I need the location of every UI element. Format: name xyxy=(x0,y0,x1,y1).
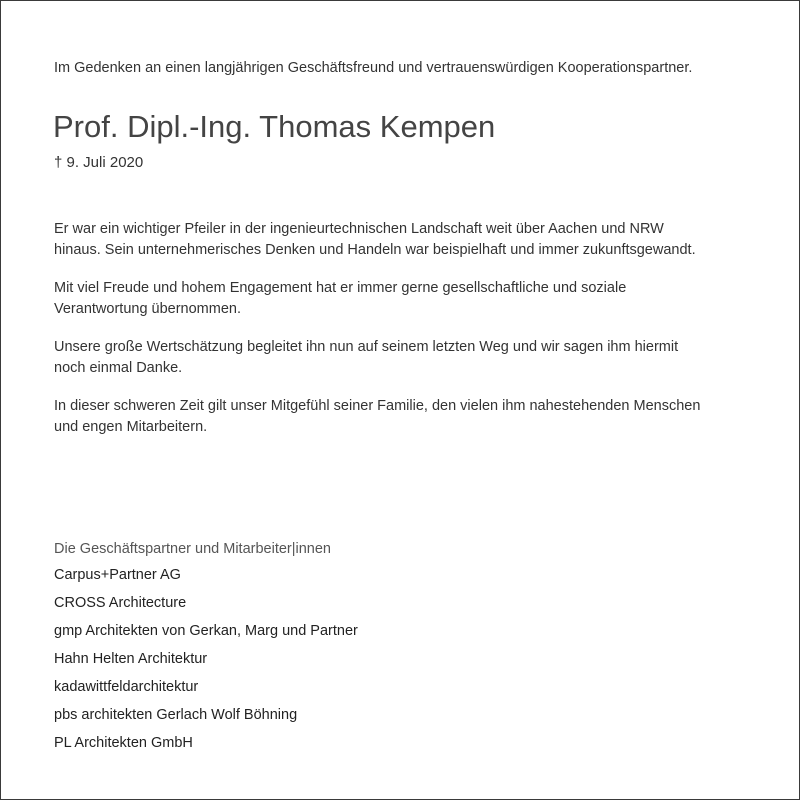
paragraph-line: noch einmal Danke. xyxy=(54,360,183,376)
signers-block xyxy=(54,537,358,757)
signer-name: kadawittfeldarchitektur xyxy=(54,679,199,695)
paragraph-line: Er war ein wichtiger Pfeiler in der ingenieurtechnischen Landschaft weit über Aachen und NRW xyxy=(54,221,664,237)
signer-name: PL Architekten GmbH xyxy=(54,735,193,751)
signer-name: Hahn Helten Architektur xyxy=(54,651,208,667)
paragraph-line: Verantwortung übernommen. xyxy=(54,301,241,317)
paragraph-line: hinaus. Sein unternehmerisches Denken und Handeln war beispielhaft und immer zukunftsgewandt. xyxy=(54,242,696,258)
tribute-paragraph xyxy=(54,278,754,320)
signers-heading: Die Geschäftspartner und Mitarbeiter|innen xyxy=(54,541,331,557)
tribute-paragraph xyxy=(54,219,754,261)
paragraph-line: In dieser schweren Zeit gilt unser Mitgefühl seiner Familie, den vielen ihm nahestehenden Menschen xyxy=(54,398,701,414)
tribute-paragraph xyxy=(54,337,754,379)
paragraph-line: und engen Mitarbeitern. xyxy=(54,419,208,435)
signer-name: Carpus+Partner AG xyxy=(54,567,181,583)
tribute-text xyxy=(54,219,754,455)
signer-name: CROSS Architecture xyxy=(54,595,187,611)
signer-name: gmp Architekten von Gerkan, Marg und Partner xyxy=(54,623,358,639)
deceased-name: Prof. Dipl.-Ing. Thomas Kempen xyxy=(53,109,496,144)
death-date: † 9. Juli 2020 xyxy=(54,154,144,171)
paragraph-line: Unsere große Wertschätzung begleitet ihn nun auf seinem letzten Weg und wir sagen ihm hiermit xyxy=(54,339,679,355)
tribute-paragraph xyxy=(54,396,754,438)
intro-line: Im Gedenken an einen langjährigen Geschäftsfreund und vertrauenswürdigen Kooperationspartner. xyxy=(54,60,693,76)
paragraph-line: Mit viel Freude und hohem Engagement hat er immer gerne gesellschaftliche und soziale xyxy=(54,280,627,296)
signer-name: pbs architekten Gerlach Wolf Böhning xyxy=(54,707,298,723)
